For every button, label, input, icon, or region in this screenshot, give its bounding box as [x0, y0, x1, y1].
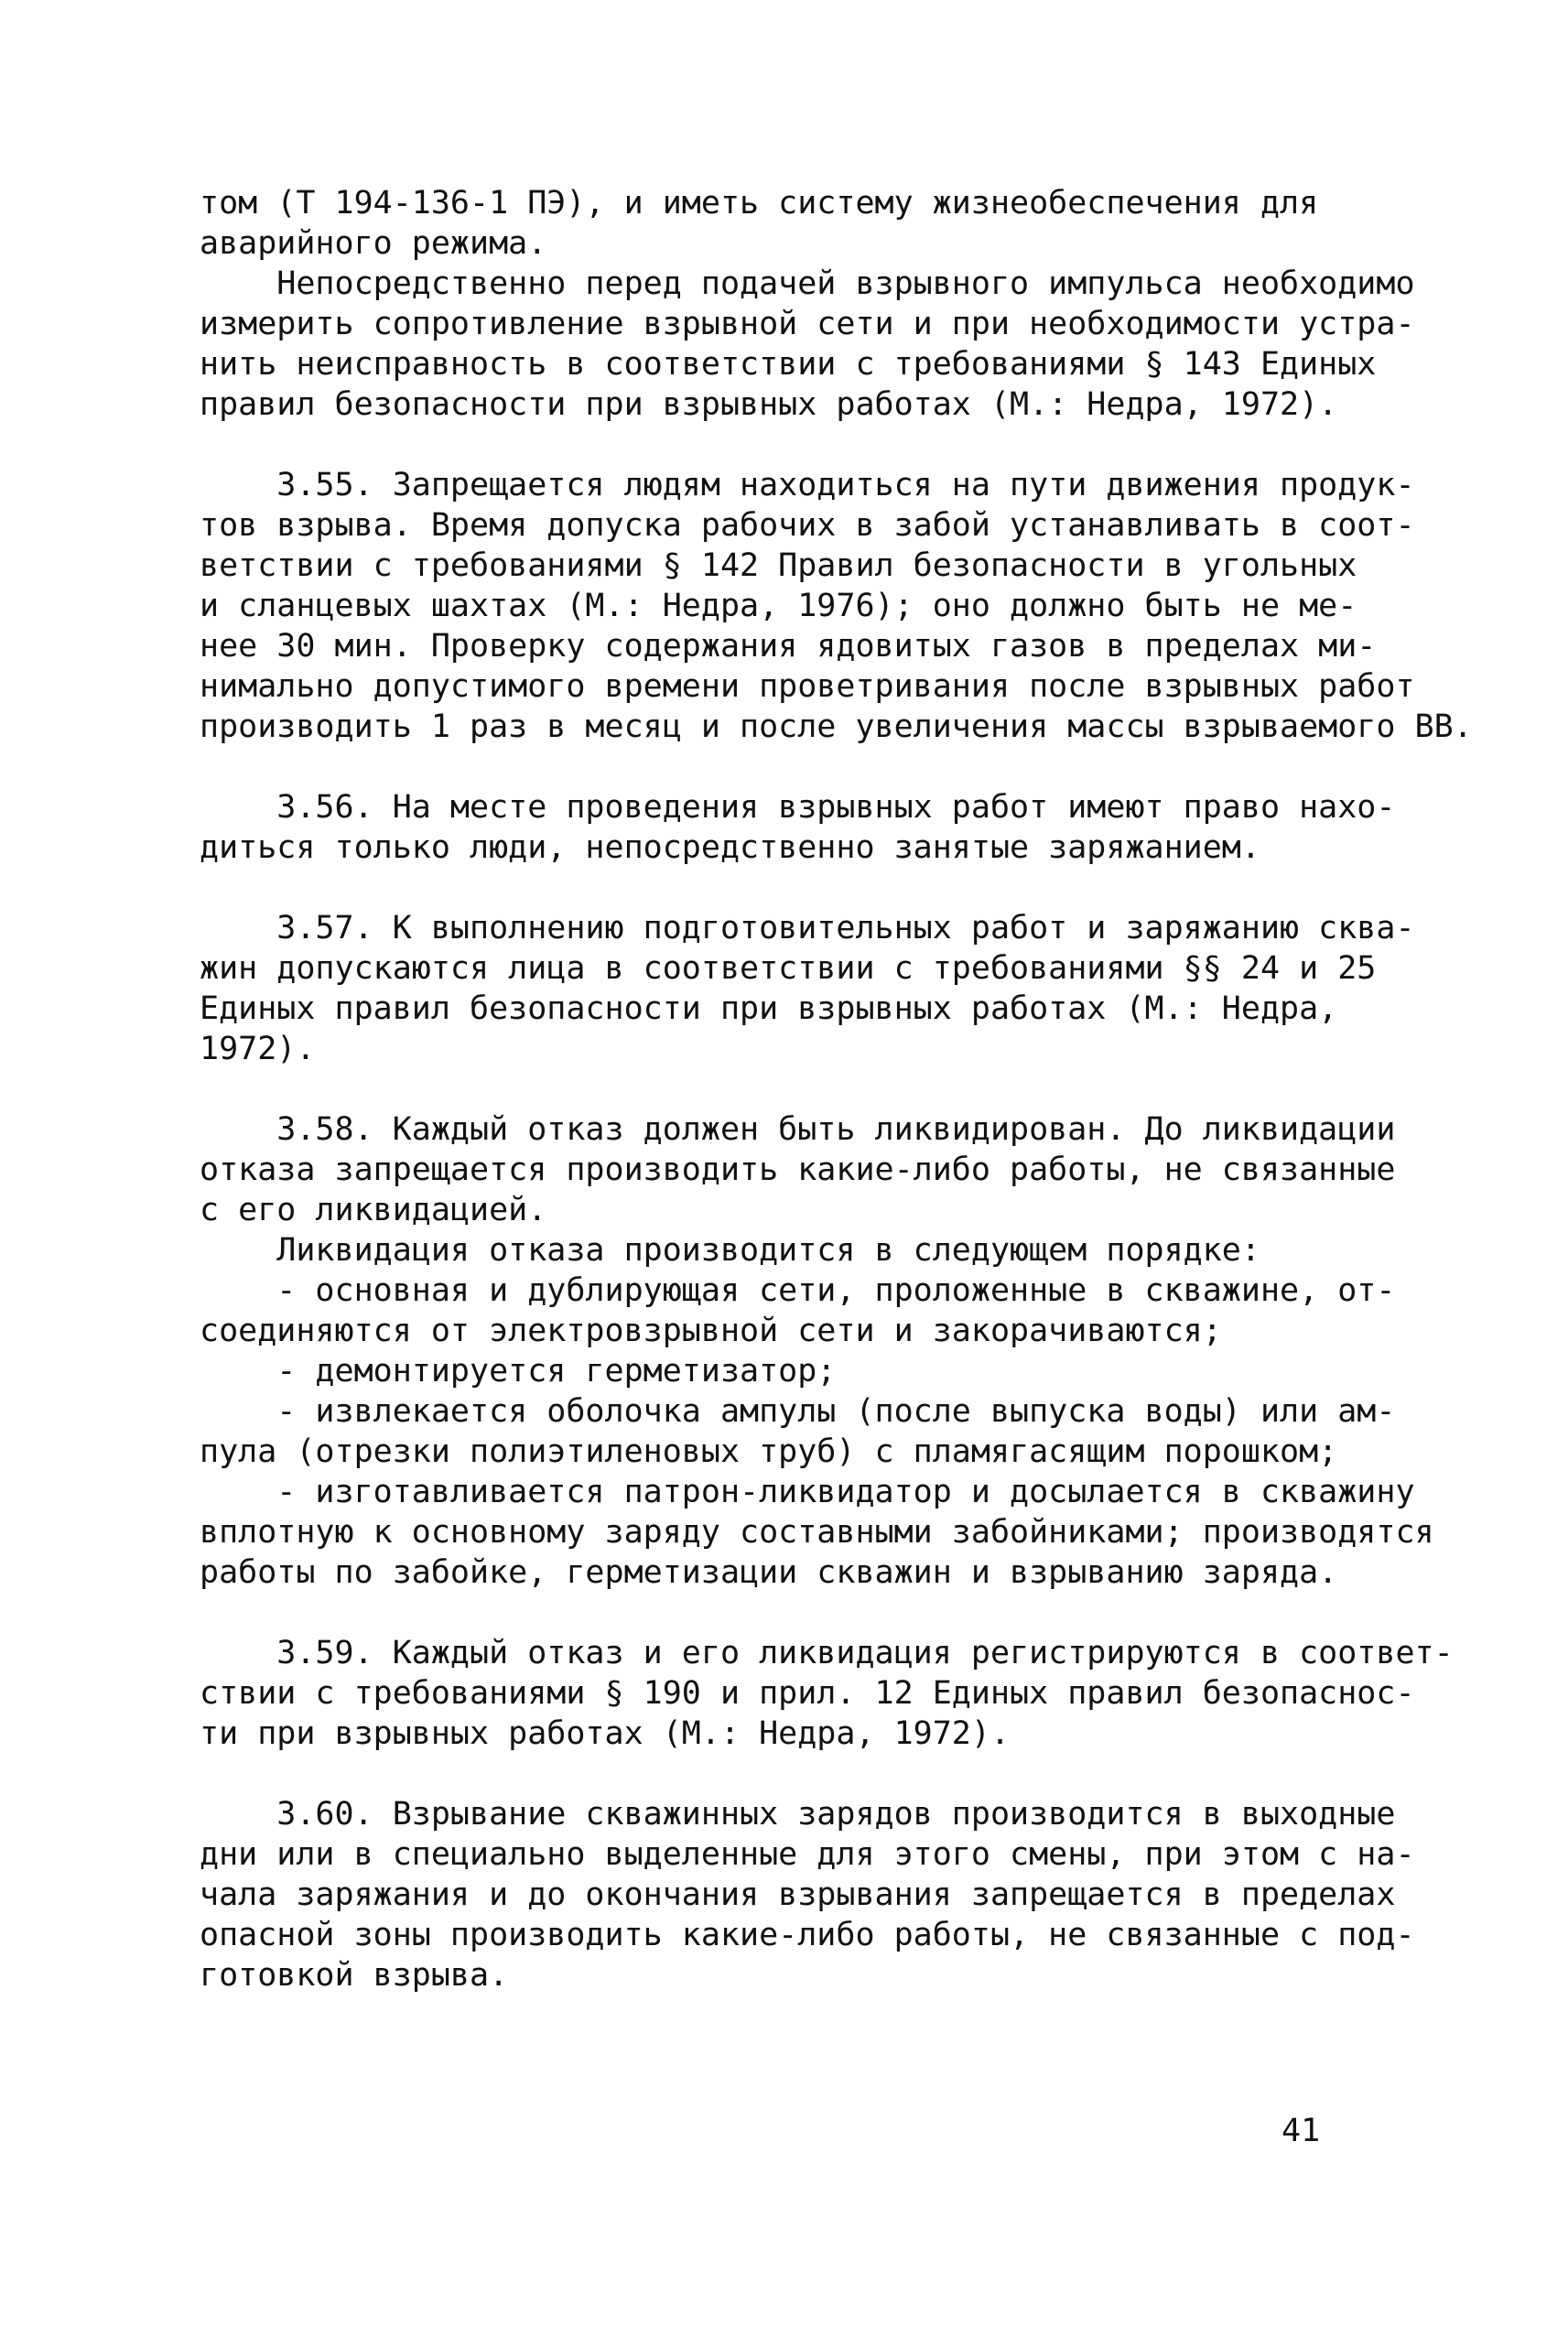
text-line: чала заряжания и до окончания взрывания запрещается в пределах — [200, 1876, 1396, 1913]
section-3-59 — [200, 1633, 1454, 1754]
text-line: аварийного режима. — [200, 225, 547, 262]
page-number: 41 — [1281, 2113, 1321, 2149]
paragraph-gap — [200, 1593, 1390, 1633]
text-line: ствии с требованиями § 190 и прил. 12 Единых правил безопаснос- — [200, 1675, 1415, 1712]
text-line: 3.55. Запрещается людям находиться на пути движения продук- — [200, 467, 1415, 503]
section-3-56 — [200, 787, 1396, 868]
text-line: 3.56. На месте проведения взрывных работ имеют право нахо- — [200, 789, 1396, 826]
paragraph-gap — [200, 1069, 1390, 1109]
text-line: - основная и дублирующая сети, проложенные в скважине, от- — [200, 1272, 1396, 1309]
text-line: - демонтируется герметизатор; — [200, 1353, 837, 1390]
text-line: 3.59. Каждый отказ и его ликвидация регистрируются в соответ- — [200, 1635, 1454, 1671]
text-line: измерить сопротивление взрывной сети и при необходимости устра- — [200, 306, 1415, 342]
text-line: и сланцевых шахтах (М.: Недра, 1976); оно должно быть не ме- — [200, 588, 1357, 624]
text-line: ти при взрывных работах (М.: Недра, 1972). — [200, 1715, 1011, 1752]
text-line: жин допускаются лица в соответствии с требованиями §§ 24 и 25 — [200, 950, 1377, 987]
text-line: пула (отрезки полиэтиленовых труб) с пламягасящим порошком; — [200, 1433, 1338, 1470]
text-line: - изготавливается патрон-ликвидатор и досылается в скважину — [200, 1474, 1415, 1510]
section-3-60 — [200, 1794, 1415, 1995]
paragraph-gap — [200, 747, 1390, 787]
text-line: соединяются от электровзрывной сети и закорачиваются; — [200, 1313, 1222, 1349]
text-line: работы по забойке, герметизации скважин и взрыванию заряда. — [200, 1554, 1338, 1591]
resistance-paragraph — [200, 264, 1415, 425]
paragraph-gap — [200, 868, 1390, 908]
text-line: отказа запрещается производить какие-либо работы, не связанные — [200, 1152, 1396, 1188]
paragraph-gap — [200, 1754, 1390, 1794]
text-line: - извлекается оболочка ампулы (после выпуска воды) или ам- — [200, 1393, 1396, 1430]
text-line: нее 30 мин. Проверку содержания ядовитых газов в пределах ми- — [200, 628, 1377, 665]
text-line: готовкой взрыва. — [200, 1957, 509, 1994]
text-line: вплотную к основному заряду составными забойниками; производятся — [200, 1514, 1434, 1551]
text-line: Ликвидация отказа производится в следующем порядке: — [200, 1232, 1260, 1269]
text-line: нить неисправность в соответствии с требованиями § 143 Единых — [200, 346, 1377, 383]
text-line: 3.57. К выполнению подготовительных работ и заряжанию сква- — [200, 910, 1415, 946]
text-line: ветствии с требованиями § 142 Правил безопасности в угольных — [200, 547, 1357, 584]
text-line: правил безопасности при взрывных работах (М.: Недра, 1972). — [200, 386, 1338, 423]
text-line: производить 1 раз в месяц и после увеличения массы взрываемого ВВ. — [200, 708, 1473, 745]
text-line: Единых правил безопасности при взрывных работах (М.: Недра, — [200, 990, 1338, 1027]
text-line: Непосредственно перед подачей взрывного импульса необходимо — [200, 265, 1415, 302]
text-line: с его ликвидацией. — [200, 1192, 547, 1228]
text-line: нимально допустимого времени проветривания после взрывных работ — [200, 668, 1415, 705]
text-line: диться только люди, непосредственно занятые заряжанием. — [200, 829, 1260, 866]
text-line: том (Т 194-136-1 ПЭ), и иметь систему жизнеобеспечения для — [200, 185, 1319, 222]
section-3-57 — [200, 908, 1415, 1069]
text-line: 3.60. Взрывание скважинных зарядов производится в выходные — [200, 1796, 1396, 1833]
text-line: 3.58. Каждый отказ должен быть ликвидирован. До ликвидации — [200, 1111, 1396, 1148]
section-3-58 — [200, 1109, 1434, 1593]
text-line: опасной зоны производить какие-либо работы, не связанные с под- — [200, 1917, 1415, 1953]
text-line: 1972). — [200, 1031, 316, 1067]
text-line: дни или в специально выделенные для этого смены, при этом с на- — [200, 1836, 1415, 1873]
section-3-55 — [200, 465, 1473, 747]
paragraph-gap — [200, 425, 1390, 465]
continuation-paragraph — [200, 183, 1390, 264]
body-text — [200, 183, 1473, 1995]
text-line: тов взрыва. Время допуска рабочих в забой устанавливать в соот- — [200, 507, 1415, 544]
